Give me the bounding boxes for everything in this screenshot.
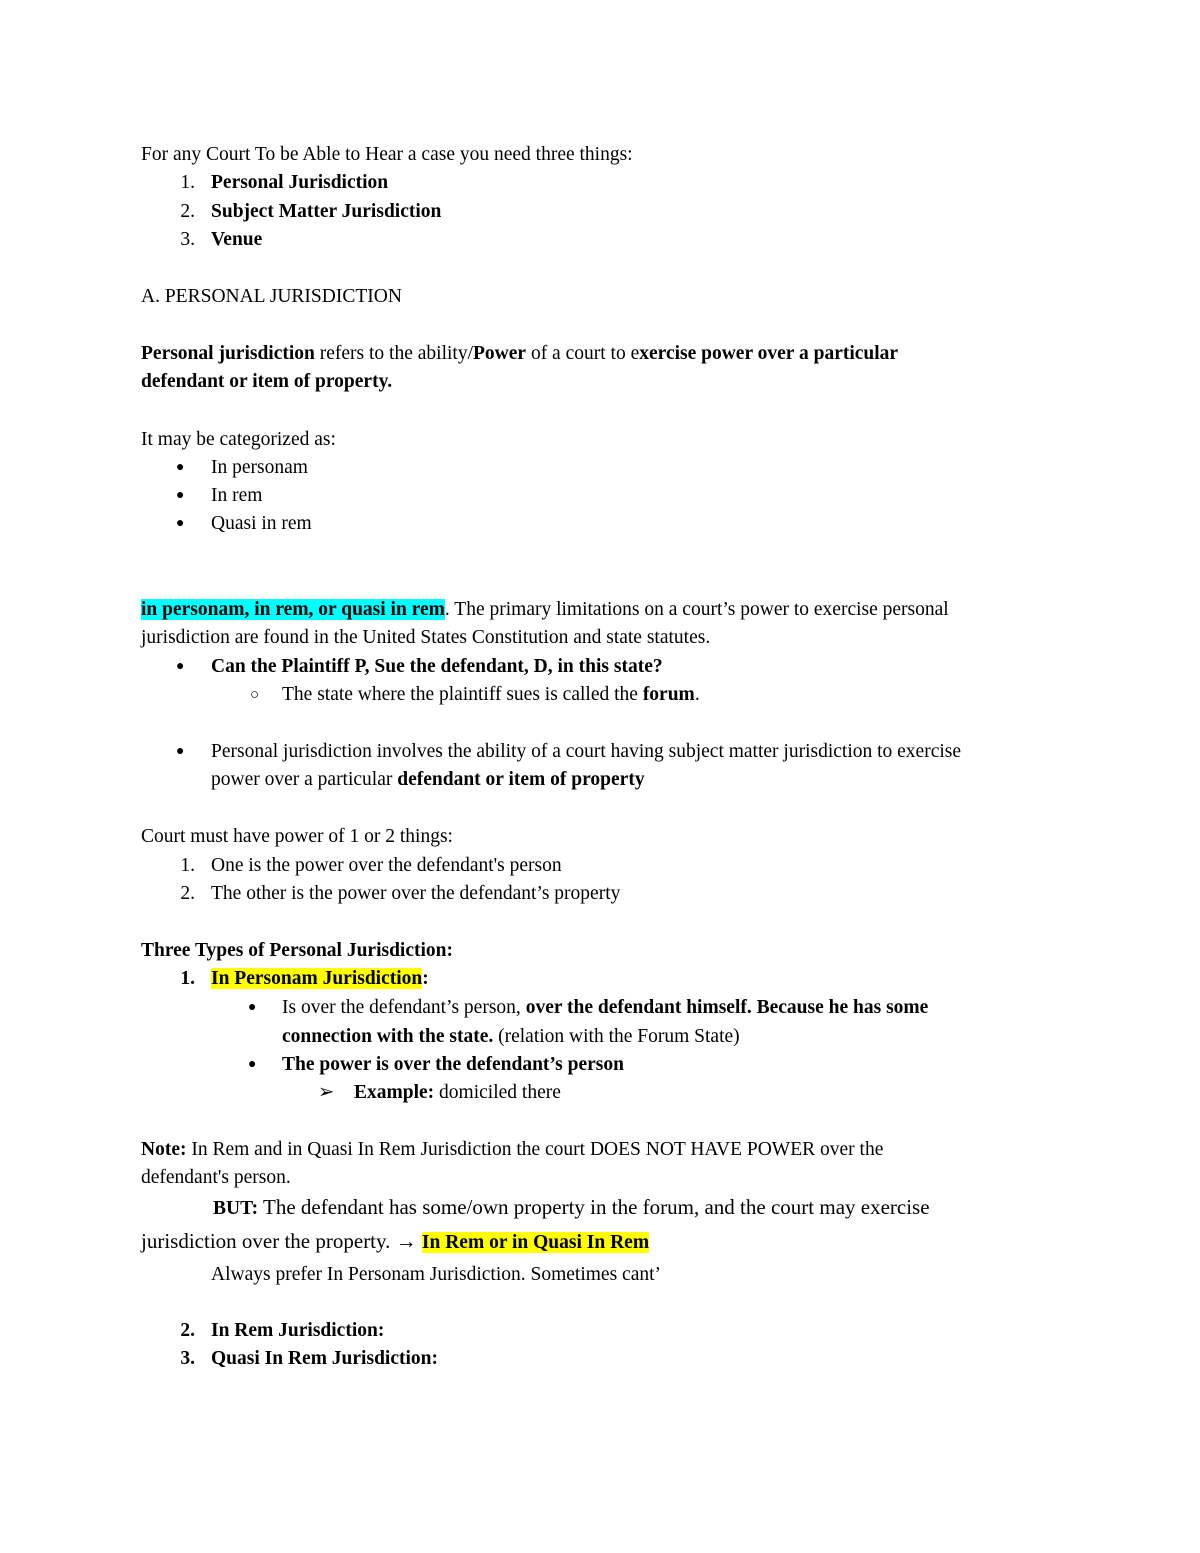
sub-list-item: Is over the defendant’s person, over the defendant himself. Because he has some xyxy=(282,997,929,1018)
list-number: 2. xyxy=(180,1320,195,1341)
list-number: 1. xyxy=(180,968,195,989)
bullet-icon: ● xyxy=(176,744,185,759)
list-number: 3. xyxy=(180,1348,195,1369)
but-line: BUT: The defendant has some/own property in the forum, and the court may exercise xyxy=(213,1195,930,1219)
bullet-icon: ● xyxy=(176,460,185,475)
sub-list-item: The state where the plaintiff sues is called the forum. xyxy=(282,684,700,705)
list-number: 3. xyxy=(180,229,195,250)
bullet-icon: ● xyxy=(176,516,185,531)
but-line-continued: jurisdiction over the property. → In Rem or in Quasi In Rem xyxy=(141,1229,650,1253)
list-item: In Rem Jurisdiction: xyxy=(211,1320,385,1341)
categorized-label: It may be categorized as: xyxy=(141,429,336,450)
limitations-line: jurisdiction are found in the United States Constitution and state statutes. xyxy=(141,627,711,648)
definition-line: Personal jurisdiction refers to the ability/Power of a court to exercise power over a particular xyxy=(141,343,899,364)
bullet-icon: ● xyxy=(176,659,185,674)
sub-list-item: The power is over the defendant’s person xyxy=(282,1054,624,1075)
types-heading: Three Types of Personal Jurisdiction: xyxy=(141,940,453,961)
question-item: Can the Plaintiff P, Sue the defendant, D, in this state? xyxy=(211,656,663,677)
intro-text: For any Court To be Able to Hear a case you need three things: xyxy=(141,144,633,165)
sub-list-item-continued: connection with the state. (relation with the Forum State) xyxy=(282,1026,740,1047)
highlighted-term: In Rem or in Quasi In Rem xyxy=(421,1232,650,1253)
bullet-icon: ● xyxy=(176,488,185,503)
hollow-bullet-icon: ○ xyxy=(250,687,260,703)
list-item-continued: power over a particular defendant or item of property xyxy=(211,769,645,790)
example-item: Example: domiciled there xyxy=(354,1082,561,1103)
list-item: In Personam Jurisdiction: xyxy=(211,968,429,989)
section-heading: A. PERSONAL JURISDICTION xyxy=(141,286,402,307)
list-item: Subject Matter Jurisdiction xyxy=(211,201,442,222)
list-item: The other is the power over the defendant’s property xyxy=(211,883,621,904)
bullet-icon: ● xyxy=(248,1000,257,1015)
bullet-icon: ● xyxy=(248,1057,257,1072)
list-item: Quasi in rem xyxy=(211,513,312,534)
arrow-bullet-icon: ➢ xyxy=(318,1082,335,1103)
list-number: 1. xyxy=(180,172,195,193)
highlighted-terms: in personam, in rem, or quasi in rem xyxy=(141,599,445,620)
list-item: In personam xyxy=(211,457,308,478)
list-number: 2. xyxy=(180,883,195,904)
list-item: Quasi In Rem Jurisdiction: xyxy=(211,1348,438,1369)
court-power-label: Court must have power of 1 or 2 things: xyxy=(141,826,453,847)
limitations-line: in personam, in rem, or quasi in rem. The primary limitations on a court’s power to exercise personal xyxy=(141,599,949,620)
prefer-line: Always prefer In Personam Jurisdiction. Sometimes cant’ xyxy=(211,1264,662,1285)
list-item: Personal Jurisdiction xyxy=(211,172,389,193)
definition-line: defendant or item of property. xyxy=(141,371,393,392)
list-item: Venue xyxy=(211,229,263,250)
list-number: 2. xyxy=(180,201,195,222)
note-line: Note: In Rem and in Quasi In Rem Jurisdiction the court DOES NOT HAVE POWER over the xyxy=(141,1139,884,1160)
list-number: 1. xyxy=(180,855,195,876)
highlighted-term: In Personam Jurisdiction xyxy=(211,968,423,989)
list-item: One is the power over the defendant's person xyxy=(211,855,562,876)
list-item: In rem xyxy=(211,485,263,506)
note-line: defendant's person. xyxy=(141,1167,291,1188)
list-item: Personal jurisdiction involves the ability of a court having subject matter jurisdiction to exercise xyxy=(211,741,962,762)
